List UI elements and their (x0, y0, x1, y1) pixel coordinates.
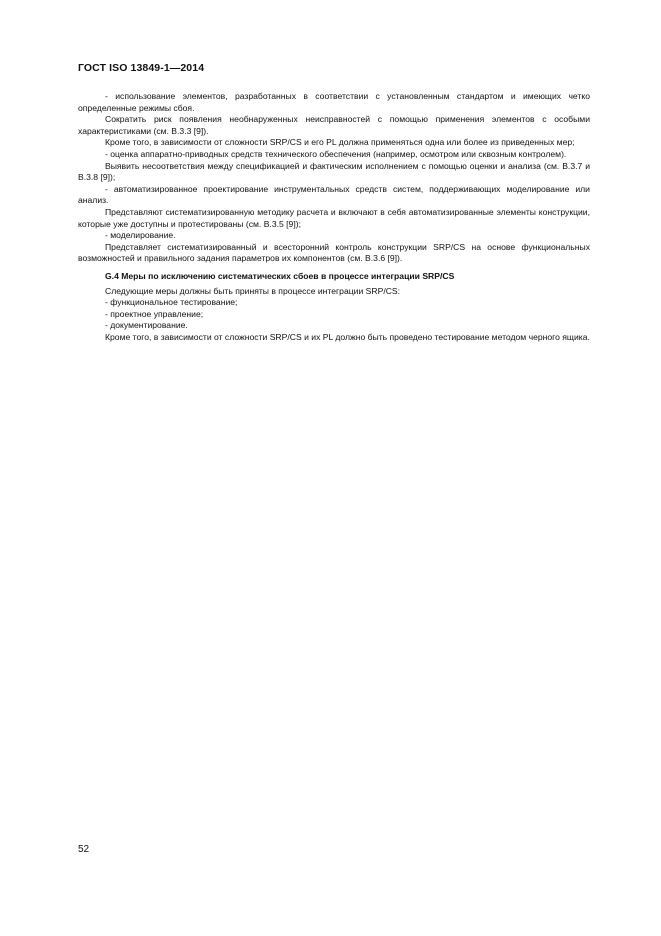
paragraph: Выявить несоответствия между спецификацией и фактическим исполнением с помощью оценки и анализа (см. В.3.7 и В.3.8 [9]); (78, 160, 590, 183)
list-item: - функциональное тестирование; (105, 297, 238, 308)
section-closing: Кроме того, в зависимости от сложности SRP/CS и их PL должно быть проведено тестирование методом черного ящика. (105, 331, 590, 342)
list-item: - проектное управление; (105, 308, 204, 319)
list-item: - документирование. (105, 320, 188, 331)
paragraph: - оценка аппаратно-приводных средств технического обеспечения (например, осмотром или сквозным контролем). (105, 148, 567, 159)
paragraph: - использование элементов, разработанных в соответствии с установленным стандартом и имеющих четко определенные режимы сбоя. (78, 91, 590, 113)
page-number: 52 (78, 844, 90, 855)
document-header: ГОСТ ISO 13849-1—2014 (78, 62, 205, 74)
paragraph: Представляет систематизированный и всесторонний контроль конструкции SRP/CS на основе функциональных возможностей и правильного задания параметров их компонентов (см. В.3.6 [9]). (78, 241, 590, 264)
paragraph: Сократить риск появления необнаруженных неисправностей с помощью применения элементов с особыми характеристиками (см. В.3.3 [9]). (78, 114, 590, 136)
paragraph: Кроме того, в зависимости от сложности SRP/CS и его PL должна применяться одна или более из приведенных мер; (105, 137, 575, 148)
paragraph: - автоматизированное проектирование инструментальных средств систем, поддерживающих моделирование или анализ. (78, 183, 590, 206)
paragraph: Представляют систематизированную методику расчета и включают в себя автоматизированные элементы конструкции, которые уже доступны и протестированы (см. В.3.5 [9]); (78, 206, 590, 229)
section-intro: Следующие меры должны быть приняты в процессе интеграции SRP/CS: (105, 285, 401, 296)
paragraph: - моделирование. (105, 230, 176, 241)
page-body (78, 91, 590, 343)
section-heading: G.4 Меры по исключению систематических сбоев в процессе интеграции SRP/CS (105, 270, 455, 281)
